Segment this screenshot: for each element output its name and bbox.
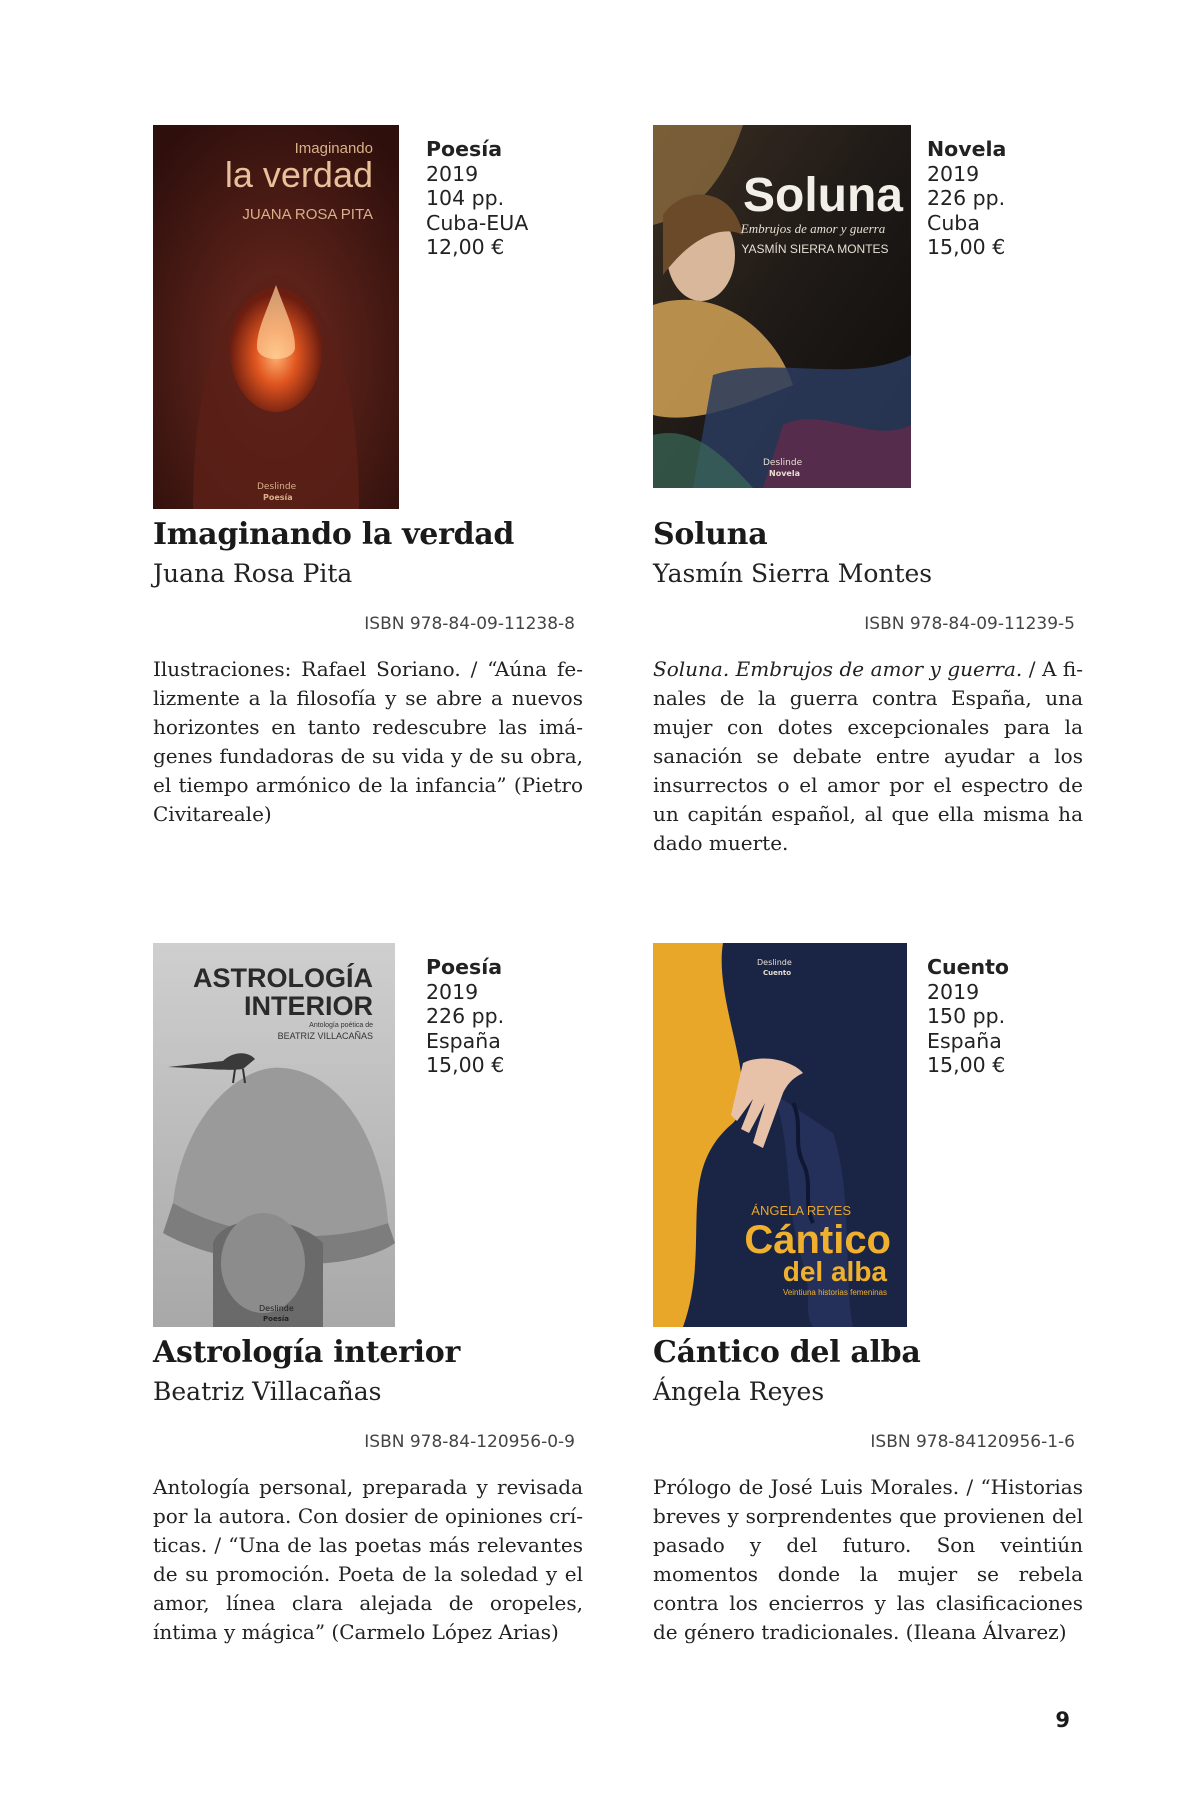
book-meta — [426, 137, 528, 260]
book-cover-image — [653, 125, 911, 488]
book-country: Cuba — [927, 210, 980, 235]
cover-title: Soluna — [742, 169, 904, 222]
cover-illustration — [153, 125, 399, 509]
book-year: 2019 — [426, 979, 479, 1004]
book-title: Imaginando la verdad — [153, 517, 515, 552]
book-isbn: ISBN 978-84-09-11238-8 — [364, 614, 575, 634]
book-description: Prólogo de José Luis Morales. / “Historias breves y sorprendentes que provienen del pasado y del futuro. Son veintiún momentos donde la mujer se rebela contra los encierros y las clasificaciones de género tradicionales. (Ileana Álvarez) — [653, 1475, 1083, 1644]
book-cover-image — [653, 943, 907, 1327]
book-title: Soluna — [653, 517, 768, 552]
book-isbn: ISBN 978-84-120956-0-9 — [364, 1432, 575, 1452]
book-pages: 226 pp. — [426, 1004, 505, 1028]
book-country: Cuba-EUA — [426, 210, 529, 235]
book-description: Ilustraciones: Rafael Soriano. / “Aúna felizmente a la filosofía y se abre a nuevos horizontes en tanto redescubre las imágenes fundadoras de su vida y de su obra, el tiempo armónico de la infancia” (Pietro Civitareale) — [153, 657, 583, 826]
book-author: Yasmín Sierra Montes — [653, 559, 933, 588]
book-description: Antología personal, preparada y revisada por la autora. Con dosier de opiniones críticas. / “Una de las poetas más relevantes de su promoción. Poeta de la soledad y el amor, línea clara alejada de oropeles, íntima y mágica” (Carmelo López Arias) — [153, 1475, 583, 1644]
cover-subtitle: Antología poética de — [309, 1022, 373, 1029]
cover-author: ÁNGELA REYES — [751, 1203, 851, 1218]
book-pages: 226 pp. — [927, 186, 1006, 210]
book-isbn: ISBN 978-84-09-11239-5 — [864, 614, 1075, 634]
cover-collection: Novela — [769, 469, 800, 478]
book-author: Ángela Reyes — [653, 1377, 825, 1406]
book-price: 12,00 € — [426, 235, 505, 259]
cover-publisher: Deslinde — [257, 482, 297, 492]
book-cover-image — [153, 943, 395, 1327]
book-author: Beatriz Villacañas — [153, 1377, 382, 1406]
book-genre: Cuento — [927, 955, 1010, 979]
book-year: 2019 — [927, 979, 980, 1004]
cover-illustration — [653, 125, 911, 488]
cover-publisher: Deslinde — [259, 1304, 294, 1313]
book-year: 2019 — [426, 161, 479, 186]
cover-collection: Poesía — [263, 1315, 289, 1323]
cover-author: BEATRIZ VILLACAÑAS — [277, 1031, 373, 1041]
book-pages: 104 pp. — [426, 186, 505, 210]
cover-publisher: Deslinde — [757, 958, 792, 967]
cover-illustration — [653, 943, 907, 1327]
cover-publisher: Deslinde — [763, 458, 803, 468]
book-country: España — [426, 1028, 501, 1053]
book-description-italic: Soluna. Embrujos de amor y guerra. — [653, 657, 1023, 681]
book-country: España — [927, 1028, 1002, 1053]
book-pages: 150 pp. — [927, 1004, 1006, 1028]
book-cover-image — [153, 125, 399, 509]
page-number: 9 — [1055, 1708, 1070, 1732]
cover-title-line1: ASTROLOGÍA — [193, 963, 373, 993]
book-title: Astrología interior — [153, 1335, 460, 1370]
book-meta — [927, 137, 1006, 260]
book-price: 15,00 € — [426, 1053, 505, 1077]
book-price: 15,00 € — [927, 235, 1006, 259]
cover-collection: Cuento — [763, 969, 792, 977]
book-title: Cántico del alba — [653, 1335, 921, 1370]
cover-title: la verdad — [224, 154, 373, 195]
book-author: Juana Rosa Pita — [153, 559, 353, 588]
cover-subtitle: Embrujos de amor y guerra — [740, 221, 886, 236]
cover-subtitle: Veintiuna historias femeninas — [782, 1288, 887, 1297]
book-meta — [426, 955, 504, 1078]
cover-title-line1: Cántico — [744, 1218, 891, 1262]
book-year: 2019 — [927, 161, 980, 186]
book-genre: Poesía — [426, 955, 503, 979]
cover-title-line2: INTERIOR — [243, 991, 373, 1021]
book-price: 15,00 € — [927, 1053, 1006, 1077]
book-genre: Poesía — [426, 137, 503, 161]
cover-illustration — [153, 943, 395, 1327]
book-description-text: / A finales de la guerra contra España, una mujer con dotes excepcionales para la sanación se debate entre ayudar a los insurrectos o el amor por el espectro de un capitán español, al que ella misma ha dado muerte. — [653, 657, 1083, 855]
cover-author: JUANA ROSA PITA — [242, 206, 373, 223]
cover-author: YASMÍN SIERRA MONTES — [741, 242, 889, 256]
cover-subtitle-small: Imaginando — [294, 140, 373, 157]
book-genre: Novela — [927, 137, 1007, 161]
book-meta — [927, 955, 1009, 1078]
cover-title-line2: del alba — [782, 1256, 887, 1287]
book-isbn: ISBN 978-84120956-1-6 — [870, 1432, 1075, 1452]
cover-collection: Poesía — [263, 493, 293, 502]
book-description — [653, 655, 1083, 858]
